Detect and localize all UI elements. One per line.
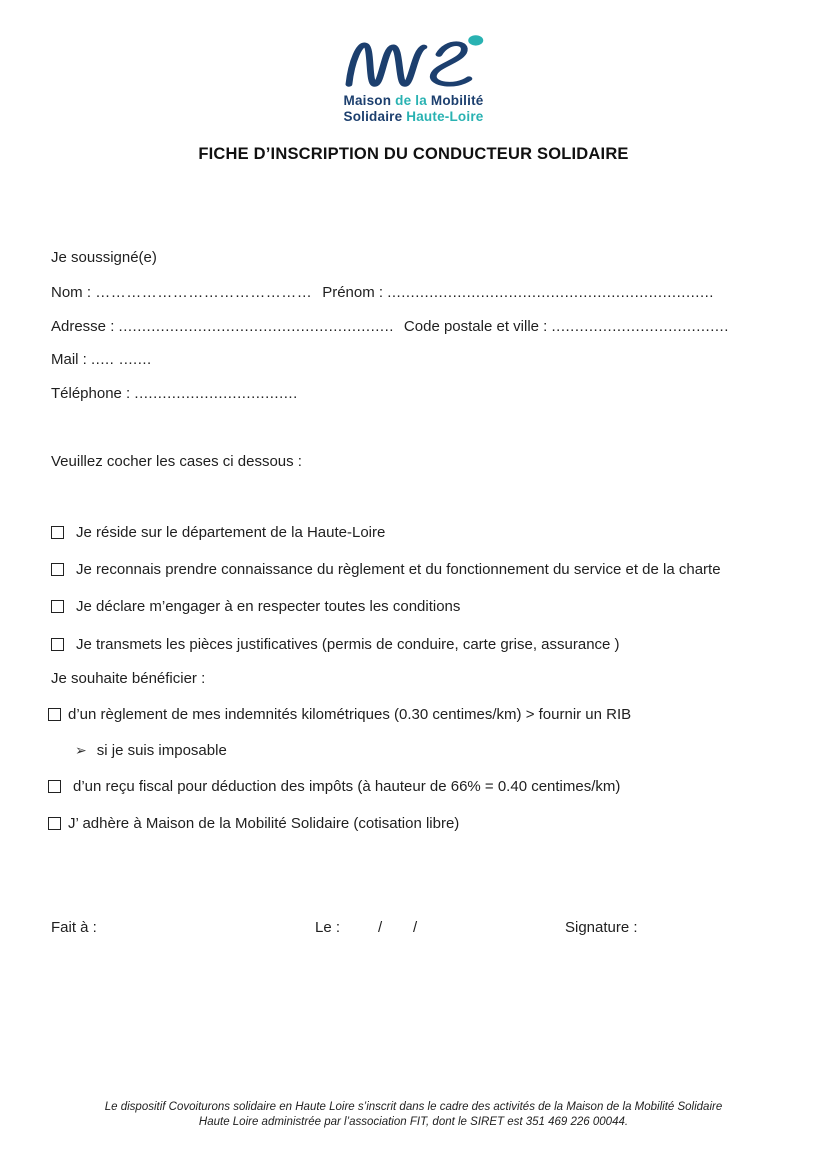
benefit-intro: Je souhaite bénéficier : (51, 670, 206, 687)
adresse-field[interactable]: ........................................................... (118, 318, 394, 335)
checklist-intro: Veuillez cocher les cases ci dessous : (51, 453, 302, 470)
checkbox-label: Je reconnais prendre connaissance du règlement et du fonctionnement du service et de la charte (76, 561, 721, 578)
arrow-bullet-icon: ➢ (75, 742, 87, 758)
checkbox-icon[interactable] (51, 526, 64, 539)
mail-line (51, 351, 152, 368)
code-postal-field[interactable]: ...................................... (551, 318, 729, 335)
checkbox-label: d’un règlement de mes indemnités kilométriques (0.30 centimes/km) > fournir un RIB (68, 706, 632, 723)
telephone-field[interactable]: ................................... (134, 385, 298, 402)
date-slash: / (378, 919, 383, 936)
name-line (51, 284, 714, 301)
checkbox-label: Je déclare m’engager à en respecter toutes les conditions (76, 598, 461, 615)
mail-field[interactable]: ..... ....... (91, 351, 152, 368)
checkbox-icon[interactable] (51, 638, 64, 651)
checkbox-row-reside (51, 524, 385, 541)
fait-a-label: Fait à : (51, 919, 97, 936)
nom-field[interactable]: …………………………………… (95, 284, 313, 301)
prenom-field[interactable]: ...................................................................... (387, 284, 714, 301)
mail-label: Mail : (51, 351, 92, 368)
footer-line1: Le dispositif Covoiturons solidaire en Haute Loire s’inscrit dans le cadre des activités de la Maison de la Mobilité Solidaire (104, 1101, 723, 1113)
nom-label: Nom : (51, 284, 96, 301)
checkbox-icon[interactable] (51, 563, 64, 576)
logo-word-maison: Maison (343, 93, 392, 108)
telephone-label: Téléphone : (51, 385, 135, 402)
checkbox-row-indemnites (48, 706, 631, 723)
logo-word-solidaire: Solidaire (343, 109, 403, 124)
sub-bullet-label: si je suis imposable (96, 742, 227, 759)
checkbox-icon[interactable] (48, 817, 61, 830)
intro-line: Je soussigné(e) (51, 249, 157, 266)
checkbox-row-recu-fiscal (48, 778, 620, 795)
checkbox-icon[interactable] (48, 708, 61, 721)
logo-text-line1 (0, 93, 827, 108)
adresse-label: Adresse : (51, 318, 119, 335)
prenom-label: Prénom : (322, 284, 388, 301)
le-label: Le : (315, 919, 341, 936)
logo-word-mobilite: Mobilité (430, 93, 484, 108)
checkbox-row-conditions (51, 598, 460, 615)
logo-text-line2 (0, 109, 827, 124)
footer-line2: Haute Loire administrée par l’association FIT, dont le SIRET est 351 469 226 00044. (198, 1116, 629, 1128)
code-postal-label: Code postale et ville : (403, 318, 552, 335)
logo-word-dela: de la (391, 93, 431, 108)
checkbox-row-reglement (51, 561, 721, 578)
checkbox-row-pieces (51, 636, 620, 653)
signature-label: Signature : (565, 919, 638, 936)
logo-word-hauteloire: Haute-Loire (402, 109, 484, 124)
address-line (51, 318, 729, 335)
phone-line (51, 385, 298, 402)
checkbox-label: d’un reçu fiscal pour déduction des impôts (à hauteur de 66% = 0.40 centimes/km) (73, 778, 621, 795)
mms-logo-icon (338, 32, 488, 90)
checkbox-label: J’ adhère à Maison de la Mobilité Solidaire (cotisation libre) (68, 815, 460, 832)
checkbox-icon[interactable] (51, 600, 64, 613)
checkbox-label: Je réside sur le département de la Haute-Loire (76, 524, 386, 541)
checkbox-label: Je transmets les pièces justificatives (permis de conduire, carte grise, assurance ) (76, 636, 620, 653)
footer-note (0, 1100, 827, 1130)
form-title: FICHE D’INSCRIPTION DU CONDUCTEUR SOLIDAIRE (198, 145, 629, 163)
checkbox-row-adhere (48, 815, 459, 832)
date-slash: / (413, 919, 418, 936)
sub-bullet-row (75, 742, 227, 759)
checkbox-icon[interactable] (48, 780, 61, 793)
